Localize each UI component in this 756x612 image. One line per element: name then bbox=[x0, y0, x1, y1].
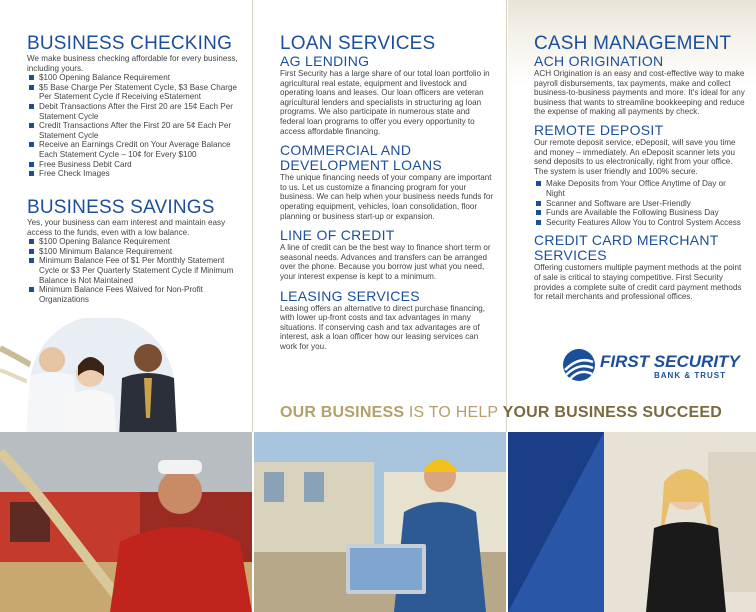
retail-photo bbox=[508, 432, 756, 612]
merchant-services-text: Offering customers multiple payment methods at the point of sale is critical to staying competitive. First Security provides a complete suite of credit card payment methods for retail merchants and professional offices. bbox=[534, 263, 742, 302]
ach-title: ACH ORIGINATION bbox=[534, 53, 664, 69]
bank-emblem-icon bbox=[562, 348, 596, 382]
checking-title: BUSINESS CHECKING bbox=[27, 33, 233, 54]
column-divider bbox=[252, 0, 253, 432]
logo-subtitle: BANK & TRUST bbox=[654, 371, 726, 380]
list-item: Credit Transactions After the First 20 are 5¢ Each Per Statement Cycle bbox=[27, 121, 239, 140]
tagline-part-1: OUR BUSINESS bbox=[280, 404, 405, 421]
farmer-photo bbox=[0, 432, 252, 612]
list-item: Minimum Balance Fee of $1 Per Monthly Statement Cycle or $3 Per Quarterly Statement Cycle if Minimum Balance is Not Maintained bbox=[27, 256, 239, 285]
column-checking-savings bbox=[0, 0, 252, 432]
list-item: Free Check Images bbox=[27, 169, 239, 179]
list-item: $100 Minimum Balance Requirement bbox=[27, 247, 239, 257]
column-divider bbox=[506, 0, 507, 432]
ag-lending-title: AG LENDING bbox=[280, 53, 370, 69]
remote-deposit-list bbox=[534, 179, 746, 227]
list-item: $100 Opening Balance Requirement bbox=[27, 237, 239, 247]
checking-intro: We make business checking affordable for every business, including yours. bbox=[27, 54, 238, 73]
contractor-photo bbox=[254, 432, 506, 612]
list-item: Debit Transactions After the First 20 are 15¢ Each Per Statement Cycle bbox=[27, 102, 239, 121]
list-item: $100 Opening Balance Requirement bbox=[27, 73, 239, 83]
list-item: Make Deposits from Your Office Anytime of Day or Night bbox=[534, 179, 746, 198]
list-item: $5 Base Charge Per Statement Cycle, $3 Base Charge Per Statement Cycle if Receiving eStatement bbox=[27, 83, 239, 102]
list-item: Receive an Earnings Credit on Your Average Balance Each Statement Cycle – 10¢ for Every $100 bbox=[27, 140, 239, 159]
column-loans bbox=[254, 0, 506, 432]
remote-deposit-text: Our remote deposit service, eDeposit, will save you time and money – immediately. An eDeposit scanner lets you send deposits to us electronically, right from your office. The system is user friendly and 100% secure. bbox=[534, 137, 736, 176]
savings-list bbox=[27, 237, 239, 304]
list-item: Minimum Balance Fees Waived for Non-Profit Organizations bbox=[27, 285, 239, 304]
commercial-loans-text: The unique financing needs of your company are important to us. Let us customize a financing program for your business. We can help when your business needs funds for operating equipment, vehicles, loan consolidation, floor planning or business start-up or expansion. bbox=[280, 173, 494, 221]
savings-title: BUSINESS SAVINGS bbox=[27, 197, 215, 218]
cash-title: CASH MANAGEMENT bbox=[534, 33, 732, 54]
ach-text: ACH Origination is an easy and cost-effective way to make payroll disbursements, tax payments, make and collect business-to-business payments and more. It's ideal for any business that wants to streamline bookkeeping and reduce the expense of making all payments by check. bbox=[534, 69, 745, 117]
first-security-logo bbox=[562, 346, 742, 386]
list-item: Scanner and Software are User-Friendly bbox=[534, 199, 746, 209]
tagline-part-2: IS TO HELP bbox=[404, 404, 503, 421]
leasing-text: Leasing offers an alternative to direct purchase financing, with lower up-front costs and tax advantages in many situations. If conserving cash and tax advantages are of interest, ask a loan officer how our leasing services can work for you. bbox=[280, 303, 486, 351]
checking-list bbox=[27, 73, 239, 179]
leasing-title: LEASING SERVICES bbox=[280, 287, 420, 304]
merchant-services-title: CREDIT CARD MERCHANT SERVICES bbox=[534, 232, 719, 264]
ag-lending-text: First Security has a large share of our total loan portfolio in agricultural real estate, equipment and livestock and operating loans and leases. Our loan officers are veteran agricultural lenders and specialists in structuring ag loan programs. We also participate in numerous state and federal loan programs to offer you every opportunity to access affordable financing. bbox=[280, 69, 490, 136]
line-of-credit-title: LINE OF CREDIT bbox=[280, 227, 395, 244]
tagline bbox=[280, 404, 750, 422]
line-of-credit-text: A line of credit can be the best way to finance short term or seasonal needs. Advances and transfers can be arranged over the phone. Because you borrow just what you need, your interest expense is kept to a minimum. bbox=[280, 243, 491, 281]
logo-name: FIRST SECURITY bbox=[600, 352, 740, 371]
list-item: Funds are Available the Following Business Day bbox=[534, 208, 746, 218]
commercial-loans-title: COMMERCIAL AND DEVELOPMENT LOANS bbox=[280, 142, 442, 174]
list-item: Security Features Allow You to Control System Access bbox=[534, 218, 746, 228]
loans-title: LOAN SERVICES bbox=[280, 33, 436, 54]
tagline-part-3: YOUR BUSINESS SUCCEED bbox=[502, 404, 723, 421]
list-item: Free Business Debit Card bbox=[27, 160, 239, 170]
remote-deposit-title: REMOTE DEPOSIT bbox=[534, 121, 664, 138]
savings-intro: Yes, your business can earn interest and maintain easy access to the funds, even with a low balance. bbox=[27, 218, 226, 237]
